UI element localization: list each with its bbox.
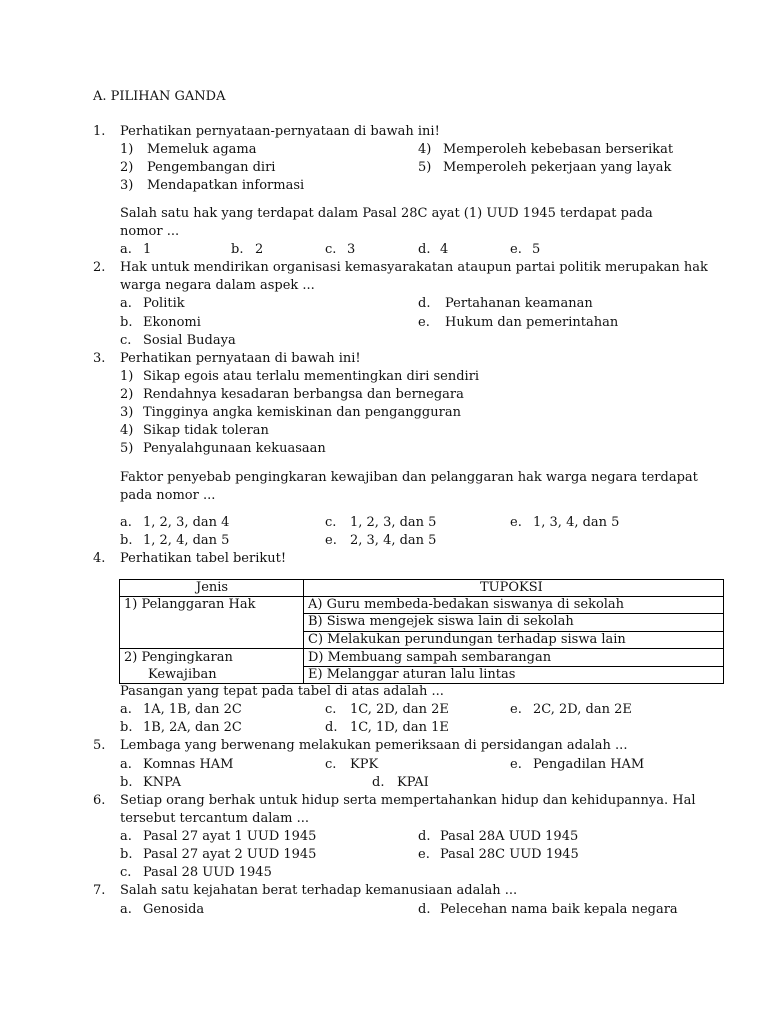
q7-text: Salah satu kejahatan berat terhadap kemanusiaan adalah ... xyxy=(120,883,518,898)
q1-option-a-letter: a. xyxy=(120,242,132,257)
q5-option-d-letter: d. xyxy=(372,775,385,790)
q2-option-e-letter: e. xyxy=(418,315,430,330)
q1-item-num: 2) xyxy=(120,160,134,175)
q6-option-c: Pasal 28 UUD 1945 xyxy=(143,865,272,880)
table-group-2: 2) Pengingkaran xyxy=(124,650,233,665)
table-row: D) Membuang sampah sembarangan xyxy=(308,650,552,665)
q4-option-e: 2C, 2D, dan 2E xyxy=(533,702,632,717)
q1-option-d-letter: d. xyxy=(418,242,431,257)
q1-item-text: Memperoleh kebebasan berserikat xyxy=(443,142,674,157)
q2-option-b-letter: b. xyxy=(120,315,133,330)
table-header-tupoksi: TUPOKSI xyxy=(480,580,543,595)
table-header-jenis: Jenis xyxy=(196,580,229,595)
q3-option-a: 1, 2, 3, dan 4 xyxy=(143,515,230,530)
q3-option-e: 1, 3, 4, dan 5 xyxy=(533,515,620,530)
q3-item-num: 3) xyxy=(120,405,134,420)
q6-text: tersebut tercantum dalam ... xyxy=(120,811,309,826)
q4-prompt: Pasangan yang tepat pada tabel di atas adalah ... xyxy=(120,684,444,699)
q2-text: Hak untuk mendirikan organisasi kemasyarakatan ataupun partai politik merupakan hak xyxy=(120,260,708,275)
q4-option-b-letter: b. xyxy=(120,720,133,735)
q3-option-b-letter: b. xyxy=(120,533,133,548)
q1-item-text: Mendapatkan informasi xyxy=(147,178,305,193)
q3-option-e2: 2, 3, 4, dan 5 xyxy=(350,533,437,548)
q4-option-a-letter: a. xyxy=(120,702,132,717)
q1-prompt: Salah satu hak yang terdapat dalam Pasal 28C ayat (1) UUD 1945 terdapat pada xyxy=(120,206,653,221)
q3-option-e-letter: e. xyxy=(510,515,522,530)
q2-option-d-letter: d. xyxy=(418,296,431,311)
q1-option-b: 2 xyxy=(255,242,264,257)
table-row: C) Melakukan perundungan terhadap siswa lain xyxy=(308,632,626,647)
q6-option-c-letter: c. xyxy=(120,865,132,880)
q1-option-b-letter: b. xyxy=(231,242,244,257)
q3-item-text: Sikap egois atau terlalu mementingkan diri sendiri xyxy=(143,369,480,384)
q4-text: Perhatikan tabel berikut! xyxy=(120,551,287,566)
q7-option-d-letter: d. xyxy=(418,902,431,917)
q3-option-c: 1, 2, 3, dan 5 xyxy=(350,515,437,530)
q5-option-c-letter: c. xyxy=(325,757,337,772)
q4-number: 4. xyxy=(93,551,106,566)
q3-prompt: Faktor penyebab pengingkaran kewajiban dan pelanggaran hak warga negara terdapat xyxy=(120,470,698,485)
q2-option-c: Sosial Budaya xyxy=(143,333,236,348)
q1-option-a: 1 xyxy=(143,242,152,257)
q1-option-c-letter: c. xyxy=(325,242,337,257)
q1-number: 1. xyxy=(93,124,106,139)
q3-item-text: Tingginya angka kemiskinan dan pengangguran xyxy=(143,405,461,420)
q4-option-c: 1C, 2D, dan 2E xyxy=(350,702,449,717)
q4-option-b: 1B, 2A, dan 2C xyxy=(143,720,242,735)
q3-option-e2-letter: e. xyxy=(325,533,337,548)
q5-option-b: KNPA xyxy=(143,775,182,790)
table-row: E) Melanggar aturan lalu lintas xyxy=(308,667,516,682)
q4-option-d-letter: d. xyxy=(325,720,338,735)
q1-option-c: 3 xyxy=(347,242,356,257)
q1-item-text: Memeluk agama xyxy=(147,142,257,157)
q1-item-num: 3) xyxy=(120,178,134,193)
q2-option-e: Hukum dan pemerintahan xyxy=(445,315,619,330)
q4-option-e-letter: e. xyxy=(510,702,522,717)
q6-option-d-letter: d. xyxy=(418,829,431,844)
q6-text: Setiap orang berhak untuk hidup serta mempertahankan hidup dan kehidupannya. Hal xyxy=(120,793,696,808)
q5-option-a: Komnas HAM xyxy=(143,757,234,772)
q1-item-num: 1) xyxy=(120,142,134,157)
q6-number: 6. xyxy=(93,793,106,808)
q5-option-d: KPAI xyxy=(397,775,429,790)
q2-number: 2. xyxy=(93,260,106,275)
q1-item-num: 4) xyxy=(418,142,432,157)
q3-prompt: pada nomor ... xyxy=(120,488,216,503)
q2-option-d: Pertahanan keamanan xyxy=(445,296,593,311)
q5-number: 5. xyxy=(93,738,106,753)
q5-option-e: Pengadilan HAM xyxy=(533,757,645,772)
q1-option-e: 5 xyxy=(532,242,541,257)
q3-number: 3. xyxy=(93,351,106,366)
q1-option-e-letter: e. xyxy=(510,242,522,257)
q1-item-text: Pengembangan diri xyxy=(147,160,276,175)
q3-item-text: Sikap tidak toleran xyxy=(143,423,269,438)
table-row: A) Guru membeda-bedakan siswanya di sekolah xyxy=(308,597,625,612)
table-group-2: Kewajiban xyxy=(148,667,217,682)
q2-option-b: Ekonomi xyxy=(143,315,201,330)
q5-option-a-letter: a. xyxy=(120,757,132,772)
q3-option-a-letter: a. xyxy=(120,515,132,530)
q6-option-a: Pasal 27 ayat 1 UUD 1945 xyxy=(143,829,317,844)
q3-option-b: 1, 2, 4, dan 5 xyxy=(143,533,230,548)
table-row: B) Siswa mengejek siswa lain di sekolah xyxy=(308,614,574,629)
q3-item-text: Rendahnya kesadaran berbangsa dan bernegara xyxy=(143,387,464,402)
q3-item-text: Penyalahgunaan kekuasaan xyxy=(143,441,326,456)
q3-item-num: 4) xyxy=(120,423,134,438)
q6-option-e-letter: e. xyxy=(418,847,430,862)
q2-option-c-letter: c. xyxy=(120,333,132,348)
q4-option-d: 1C, 1D, dan 1E xyxy=(350,720,449,735)
q5-option-e-letter: e. xyxy=(510,757,522,772)
q7-option-a-letter: a. xyxy=(120,902,132,917)
q5-option-b-letter: b. xyxy=(120,775,133,790)
q1-item-text: Memperoleh pekerjaan yang layak xyxy=(443,160,672,175)
q3-item-num: 2) xyxy=(120,387,134,402)
q2-option-a: Politik xyxy=(143,296,185,311)
q6-option-e: Pasal 28C UUD 1945 xyxy=(440,847,579,862)
q6-option-b: Pasal 27 ayat 2 UUD 1945 xyxy=(143,847,317,862)
q6-option-a-letter: a. xyxy=(120,829,132,844)
q1-text: Perhatikan pernyataan-pernyataan di bawah ini! xyxy=(120,124,440,139)
q5-text: Lembaga yang berwenang melakukan pemeriksaan di persidangan adalah ... xyxy=(120,738,628,753)
q3-text: Perhatikan pernyataan di bawah ini! xyxy=(120,351,361,366)
q5-option-c: KPK xyxy=(350,757,379,772)
q6-option-b-letter: b. xyxy=(120,847,133,862)
q2-text: warga negara dalam aspek ... xyxy=(120,278,315,293)
q7-number: 7. xyxy=(93,883,106,898)
q4-option-c-letter: c. xyxy=(325,702,337,717)
q2-option-a-letter: a. xyxy=(120,296,132,311)
table-group-1: 1) Pelanggaran Hak xyxy=(124,597,256,612)
q3-item-num: 5) xyxy=(120,441,134,456)
q1-prompt: nomor ... xyxy=(120,224,180,239)
q7-option-a: Genosida xyxy=(143,902,205,917)
q3-item-num: 1) xyxy=(120,369,134,384)
q1-item-num: 5) xyxy=(418,160,432,175)
q7-option-d: Pelecehan nama baik kepala negara xyxy=(440,902,678,917)
q3-option-c-letter: c. xyxy=(325,515,337,530)
q4-option-a: 1A, 1B, dan 2C xyxy=(143,702,242,717)
section-title: A. PILIHAN GANDA xyxy=(93,89,226,104)
q1-option-d: 4 xyxy=(440,242,449,257)
q6-option-d: Pasal 28A UUD 1945 xyxy=(440,829,579,844)
